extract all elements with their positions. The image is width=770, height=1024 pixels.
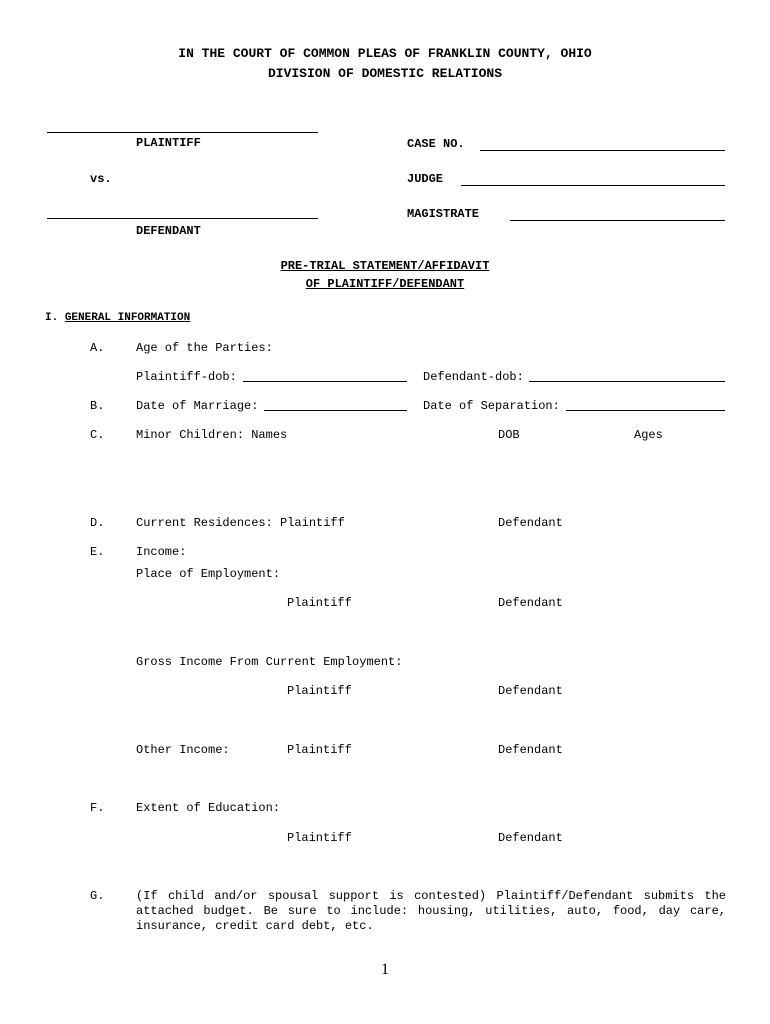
minor-children-label: Minor Children: Names — [136, 428, 288, 442]
residence-defendant-label: Defendant — [498, 516, 563, 530]
case-no-line[interactable] — [480, 150, 725, 151]
vs-label: vs. — [90, 172, 112, 186]
defendant-dob-field[interactable] — [529, 381, 725, 382]
place-of-employment-label: Place of Employment: — [136, 567, 281, 581]
date-of-marriage-field[interactable] — [264, 410, 407, 411]
date-of-separation-field[interactable] — [566, 410, 725, 411]
item-d-letter: D. — [90, 516, 105, 530]
page-number: 1 — [381, 961, 389, 978]
education-label: Extent of Education: — [136, 801, 281, 815]
plaintiff-label: PLAINTIFF — [136, 136, 201, 150]
other-income-plaintiff-label: Plaintiff — [287, 743, 352, 757]
section-number: I. — [45, 312, 59, 324]
plaintiff-name-line[interactable] — [47, 132, 318, 133]
current-residences-label: Current Residences: Plaintiff — [136, 516, 345, 530]
form-title-line2: OF PLAINTIFF/DEFENDANT — [305, 277, 465, 291]
court-name: IN THE COURT OF COMMON PLEAS OF FRANKLIN COUNTY, OHIO — [178, 46, 592, 61]
income-label: Income: — [136, 545, 187, 559]
other-income-defendant-label: Defendant — [498, 743, 563, 757]
plaintiff-dob-field[interactable] — [243, 381, 407, 382]
gross-income-label: Gross Income From Current Employment: — [136, 655, 403, 669]
item-b-letter: B. — [90, 399, 105, 413]
children-ages-label: Ages — [634, 428, 663, 442]
form-title-line1: PRE-TRIAL STATEMENT/AFFIDAVIT — [280, 259, 490, 273]
section-title: GENERAL INFORMATION — [64, 312, 191, 324]
age-of-parties-label: Age of the Parties: — [136, 341, 273, 355]
item-e-letter: E. — [90, 545, 105, 559]
magistrate-label: MAGISTRATE — [407, 207, 480, 221]
gross-income-plaintiff-label: Plaintiff — [287, 684, 352, 698]
employment-defendant-label: Defendant — [498, 596, 563, 610]
defendant-name-line[interactable] — [47, 218, 318, 219]
other-income-label: Other Income: — [136, 743, 230, 757]
defendant-label: DEFENDANT — [136, 224, 201, 238]
division-name: DIVISION OF DOMESTIC RELATIONS — [267, 66, 503, 81]
plaintiff-dob-label: Plaintiff-dob: — [136, 370, 237, 384]
education-plaintiff-label: Plaintiff — [287, 831, 352, 845]
budget-instructions: (If child and/or spousal support is contested) Plaintiff/Defendant submits the attached budget. Be sure to include: housing, utilities, auto, food, day care, insurance, credit card debt, etc. — [136, 889, 726, 933]
date-of-marriage-label: Date of Marriage: — [136, 399, 259, 413]
item-c-letter: C. — [90, 428, 105, 442]
employment-plaintiff-label: Plaintiff — [287, 596, 352, 610]
section-heading — [45, 311, 190, 325]
date-of-separation-label: Date of Separation: — [423, 399, 560, 413]
defendant-dob-label: Defendant-dob: — [423, 370, 524, 384]
magistrate-line[interactable] — [510, 220, 725, 221]
item-a-letter: A. — [90, 341, 105, 355]
education-defendant-label: Defendant — [498, 831, 563, 845]
item-g-letter: G. — [90, 889, 105, 903]
item-f-letter: F. — [90, 801, 105, 815]
case-no-label: CASE NO. — [407, 137, 465, 151]
gross-income-defendant-label: Defendant — [498, 684, 563, 698]
judge-label: JUDGE — [407, 172, 444, 186]
children-dob-label: DOB — [498, 428, 520, 442]
judge-line[interactable] — [461, 185, 725, 186]
